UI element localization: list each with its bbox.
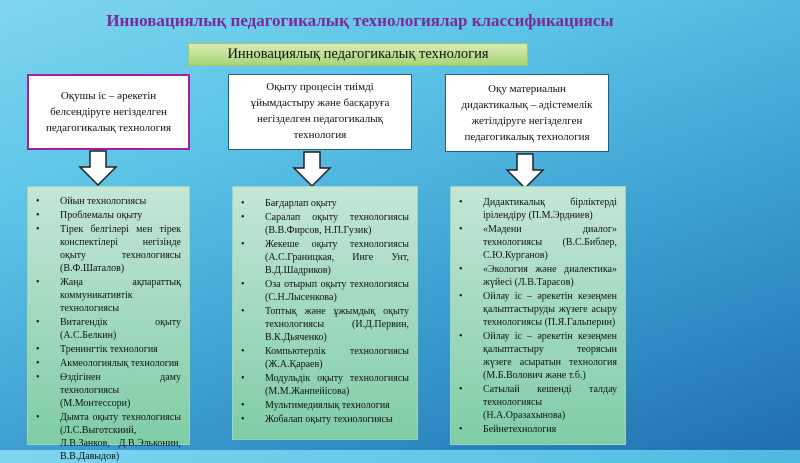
list-item: • Саралап оқыту технологиясы (В.В.Фирсов, Н.П.Гузик) [239,211,409,237]
category-label: Оқыту процесін тиімді ұйымдастыру және басқаруға негізделген педагогикалық технология [250,81,390,141]
list-item: • Жобалап оқыту технологиясы [239,413,409,426]
list-item: • «Экология және диалектика» жүйесі (Л.В.Тарасов) [457,263,617,289]
category-box-3 [445,74,609,152]
list-item: • Бағдарлап оқыту [239,197,409,210]
root-node: Инновациялық педагогикалық технология [188,43,528,66]
list-item: • Жаңа ақпараттық коммуникативтік технологиясы [34,276,181,315]
list-item: • Сатылай кешенді талдау технологиясы (Н.А.Оразахынова) [457,383,617,422]
list-item: • Тренингтік технология [34,343,181,356]
list-item: • Жекеше оқыту технологиясы (А.С.Границкая, Инге Унт, В.Д.Шадриков) [239,238,409,277]
list-item: • Тірек белгілері мен тірек конспектілері негізінде оқыту технологиясы (В.Ф.Шаталов) [34,223,181,275]
down-arrow-icon [78,150,118,186]
down-arrow-icon [505,153,545,189]
technology-list-2 [232,186,418,440]
list-item: • Дымта оқыту технологиясы (Л.С.Выготскиий, Л.В.Занков, Д.В.Эльконин, В.В.Давыдов) [34,411,181,463]
list-item: • Оза отырып оқыту технологиясы (С.Н.Лысенкова) [239,278,409,304]
category-box-2 [228,74,412,150]
category-label: Оқушы іс – әрекетін белсендіруге негізделген педагогикалық технология [45,90,172,134]
list-item: • Проблемалы оқыту [34,209,181,222]
list-item: • Ойлау іс – әрекетін кезеңмен қалыптастыруды жүзеге асыру технологиясы (П.Я.Гальперин) [457,290,617,329]
down-arrow-icon [292,151,332,187]
list-item: • Дидактикалық бірліктерді ірілендіру (П.М.Эрдниев) [457,196,617,222]
list-item: • «Мәдени диалог» технологиясы (В.С.Библер, С.Ю.Курганов) [457,223,617,262]
list-item: • Ойын технологиясы [34,195,181,208]
category-box-1 [27,74,190,150]
list-item: • Компьютерлік технологиясы (Ж.А.Қараев) [239,345,409,371]
list-item: • Өздігінен даму технологиясы (М.Монтессори) [34,371,181,410]
list-item: • Бейнетехнология [457,423,617,436]
technology-list-3 [450,186,626,445]
list-item: • Топтық және ұжымдық оқыту технологиясы (И.Д.Первин, В.К.Дьяченко) [239,305,409,344]
list-item: • Ойлау іс – әрекетін кезеңмен қалыптастыру теорясын жүзеге асыратын технология (М.Б.Волович және т.б.) [457,330,617,382]
list-item: • Модульдік оқыту технологиясы (М.М.Жанпейісова) [239,372,409,398]
list-item: • Витагендік оқыту (А.С.Белкин) [34,316,181,342]
slide-title: Инновациялық педагогикалық технологиялар классификациясы [106,11,614,30]
list-item: • Мультимедиялық технология [239,399,409,412]
category-label: Оқу материалын дидактикалық – әдістемелік жетілдіруге негізделген педагогикалық технология [461,83,593,143]
list-item: • Акмеологиялық технология [34,357,181,370]
technology-list-1 [27,186,190,462]
